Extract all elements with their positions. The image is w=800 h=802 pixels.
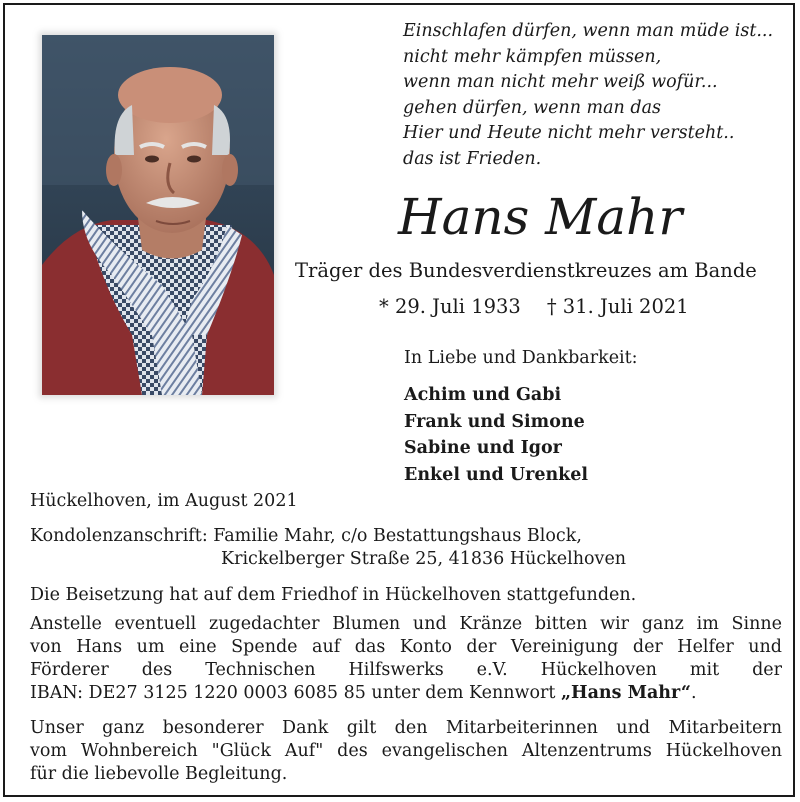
portrait-photo <box>42 35 274 395</box>
mourner-name: Enkel und Urenkel <box>404 464 589 485</box>
poem-line: Einschlafen dürfen, wenn man müde ist... <box>403 21 774 41</box>
mourners-intro: In Liebe und Dankbarkeit: <box>404 348 638 368</box>
place-date: Hückelhoven, im August 2021 <box>30 491 298 511</box>
poem-line: Hier und Heute nicht mehr versteht.. <box>403 123 735 143</box>
donation-line: Anstelle eventuell zugedachter Blumen und Kränze bitten wir ganz im Sinne <box>30 614 782 634</box>
donation-end: . <box>690 683 697 703</box>
poem-line: wenn man nicht mehr weiß wofür... <box>403 72 718 92</box>
mourner-name: Sabine und Igor <box>404 438 562 459</box>
poem-line: das ist Frieden. <box>403 148 542 169</box>
condolence-line: Kondolenzanschrift: Familie Mahr, c/o Bestattungshaus Block, <box>30 526 582 546</box>
donation-line: Förderer des Technischen Hilfswerks e.V. Hückelhoven mit der <box>30 660 782 680</box>
birth-date: * 29. Juli 1933 <box>379 295 521 318</box>
donation-line <box>30 682 782 705</box>
condolence-line: Krickelberger Straße 25, 41836 Hückelhoven <box>221 549 627 569</box>
thanks-note <box>30 717 782 786</box>
obituary-notice <box>3 3 795 797</box>
donation-keyword: „Hans Mahr“ <box>560 683 691 703</box>
death-date: † 31. Juli 2021 <box>546 295 689 318</box>
honor-line: Träger des Bundesverdienstkreuzes am Bande <box>295 259 757 282</box>
mourners-list <box>404 382 588 488</box>
poem <box>403 19 783 172</box>
mourner-name: Achim und Gabi <box>404 385 562 405</box>
donation-line: von Hans um eine Spende auf das Konto der Vereinigung der Helfer und <box>30 637 782 657</box>
iban-text: IBAN: DE27 3125 1220 0003 6085 85 unter dem Kennwort <box>30 683 561 703</box>
thanks-line: Unser ganz besonderer Dank gilt den Mitarbeiterinnen und Mitarbeitern <box>30 718 782 738</box>
poem-line: gehen dürfen, wenn man das <box>403 97 662 118</box>
poem-line: nicht mehr kämpfen müssen, <box>403 46 662 67</box>
condolence-address <box>30 525 782 571</box>
mourner-name: Frank und Simone <box>404 411 585 432</box>
thanks-line: vom Wohnbereich "Glück Auf" des evangelischen Altenzentrums Hückelhoven <box>30 741 782 761</box>
thanks-line: für die liebevolle Begleitung. <box>30 764 288 784</box>
donation-request <box>30 613 782 705</box>
life-dates <box>379 293 689 321</box>
burial-notice: Die Beisetzung hat auf dem Friedhof in Hückelhoven stattgefunden. <box>30 585 637 605</box>
deceased-name: Hans Mahr <box>398 188 683 246</box>
